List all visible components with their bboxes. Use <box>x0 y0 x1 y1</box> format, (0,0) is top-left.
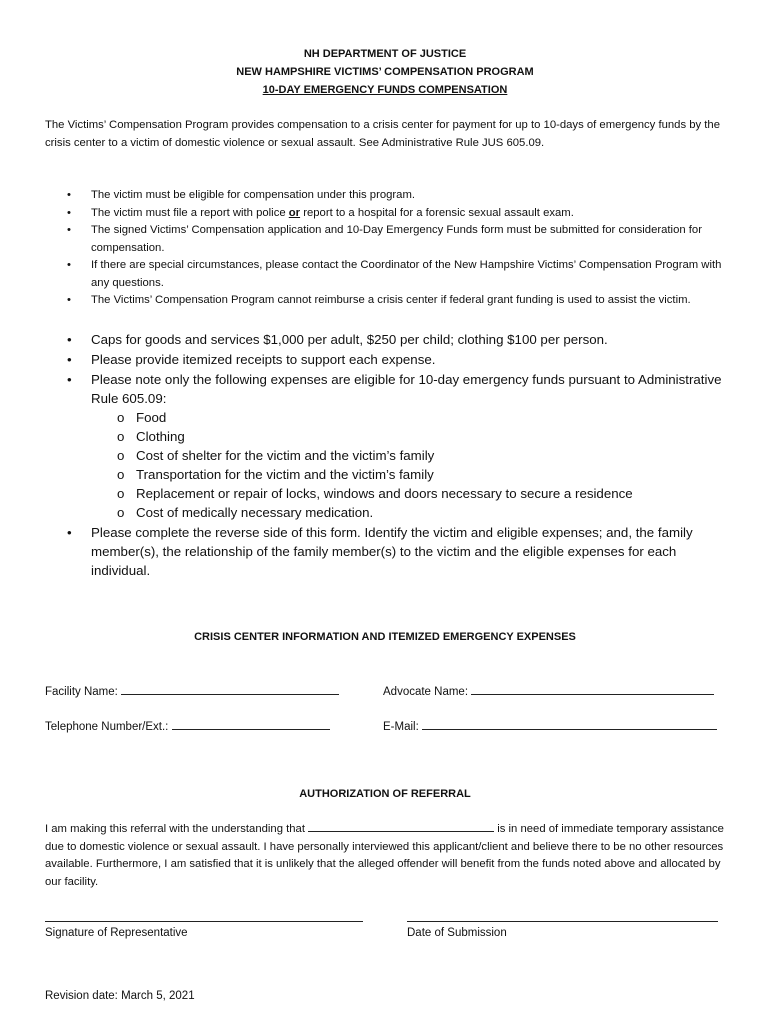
sublist-item: o Replacement or repair of locks, windows and doors necessary to secure a residence <box>91 484 730 503</box>
list-item <box>45 257 730 292</box>
intro-paragraph: The Victims’ Compensation Program provides compensation to a crisis center for payment for up to 10-days of emergency funds by the crisis center to a victim of domestic violence or sexual assault. See Administrative Rule JUS 605.09. <box>45 119 720 149</box>
header-form-title: 10-DAY EMERGENCY FUNDS COMPENSATION <box>262 84 508 96</box>
crisis-center-section-title: CRISIS CENTER INFORMATION AND ITEMIZED EMERGENCY EXPENSES <box>194 631 576 643</box>
telephone-label: Telephone Number/Ext.: <box>45 721 172 733</box>
list-item-text: report to a hospital for a forensic sexual assault exam. <box>300 206 574 219</box>
advocate-name-label: Advocate Name: <box>383 686 472 698</box>
sublist-item: o Cost of shelter for the victim and the victim’s family <box>91 446 730 465</box>
sublist-item: o Cost of medically necessary medication. <box>91 503 730 522</box>
list-item-text: Please provide itemized receipts to support each expense. <box>91 352 436 367</box>
email-input-line[interactable] <box>422 719 717 730</box>
list-item <box>45 370 730 522</box>
signature-line[interactable] <box>45 921 363 922</box>
list-item-text: The victim must be eligible for compensation under this program. <box>91 189 415 201</box>
list-item <box>45 205 730 223</box>
authorization-text-start: I am making this referral with the understanding that <box>45 823 309 835</box>
header-department: NH DEPARTMENT OF JUSTICE <box>303 48 467 60</box>
authorization-section-title: AUTHORIZATION OF REFERRAL <box>299 788 471 800</box>
telephone-input-line[interactable] <box>172 719 330 730</box>
sublist-item: o Clothing <box>91 427 730 446</box>
list-item-text: The Victims’ Compensation Program cannot reimburse a crisis center if federal grant funding is used to assist the victim. <box>91 294 691 306</box>
list-item-text: The victim must file a report with police <box>91 206 289 219</box>
advocate-name-input-line[interactable] <box>471 684 714 695</box>
revision-date: Revision date: March 5, 2021 <box>45 990 195 1002</box>
telephone-field[interactable] <box>45 719 330 733</box>
facility-name-label: Facility Name: <box>45 686 122 698</box>
requirements-list <box>45 187 730 310</box>
list-item <box>45 330 730 349</box>
list-item-text: Please complete the reverse side of this form. Identify the victim and eligible expenses; and, the family member(s), the relationship of the family member(s) to the victim and the eligible expenses for each individual. <box>91 525 693 578</box>
date-label: Date of Submission <box>407 927 507 939</box>
emphasis-or: or <box>288 206 301 219</box>
email-label: E-Mail: <box>383 721 422 733</box>
list-item-text: If there are special circumstances, please contact the Coordinator of the New Hampshire Victims’ Compensation Program with any questions. <box>91 259 722 289</box>
referral-name-input-line[interactable] <box>308 821 494 832</box>
header-program: NEW HAMPSHIRE VICTIMS’ COMPENSATION PROGRAM <box>236 66 534 78</box>
eligible-expenses-list <box>45 330 730 581</box>
date-line[interactable] <box>407 921 718 922</box>
facility-name-input-line[interactable] <box>121 684 339 695</box>
facility-name-field[interactable] <box>45 684 339 698</box>
list-item-text: Caps for goods and services $1,000 per adult, $250 per child; clothing $100 per person. <box>91 332 608 347</box>
sublist-item: o Food <box>91 408 730 427</box>
list-item <box>45 523 730 580</box>
list-item <box>45 222 730 257</box>
authorization-text-end: is in need of immediate temporary assistance due to domestic violence or sexual assault. I have personally interviewed this applicant/client and believe there to be no other resources available. Furthermore, I am satisfied that it is unlikely that the alleged offender will benefit from the funds noted above and allocated by our facility. <box>45 823 724 888</box>
advocate-name-field[interactable] <box>383 684 714 698</box>
authorization-paragraph <box>45 821 735 891</box>
expense-sublist <box>91 408 730 522</box>
list-item-text: The signed Victims’ Compensation application and 10-Day Emergency Funds form must be submitted for consideration for compensation. <box>91 224 702 254</box>
sublist-item: o Transportation for the victim and the victim’s family <box>91 465 730 484</box>
list-item <box>45 292 730 310</box>
list-item <box>45 350 730 369</box>
email-field[interactable] <box>383 719 717 733</box>
list-item <box>45 187 730 205</box>
list-item-text: Please note only the following expenses are eligible for 10-day emergency funds pursuant to Administrative Rule 605.09: <box>91 372 722 406</box>
signature-label: Signature of Representative <box>45 927 188 939</box>
